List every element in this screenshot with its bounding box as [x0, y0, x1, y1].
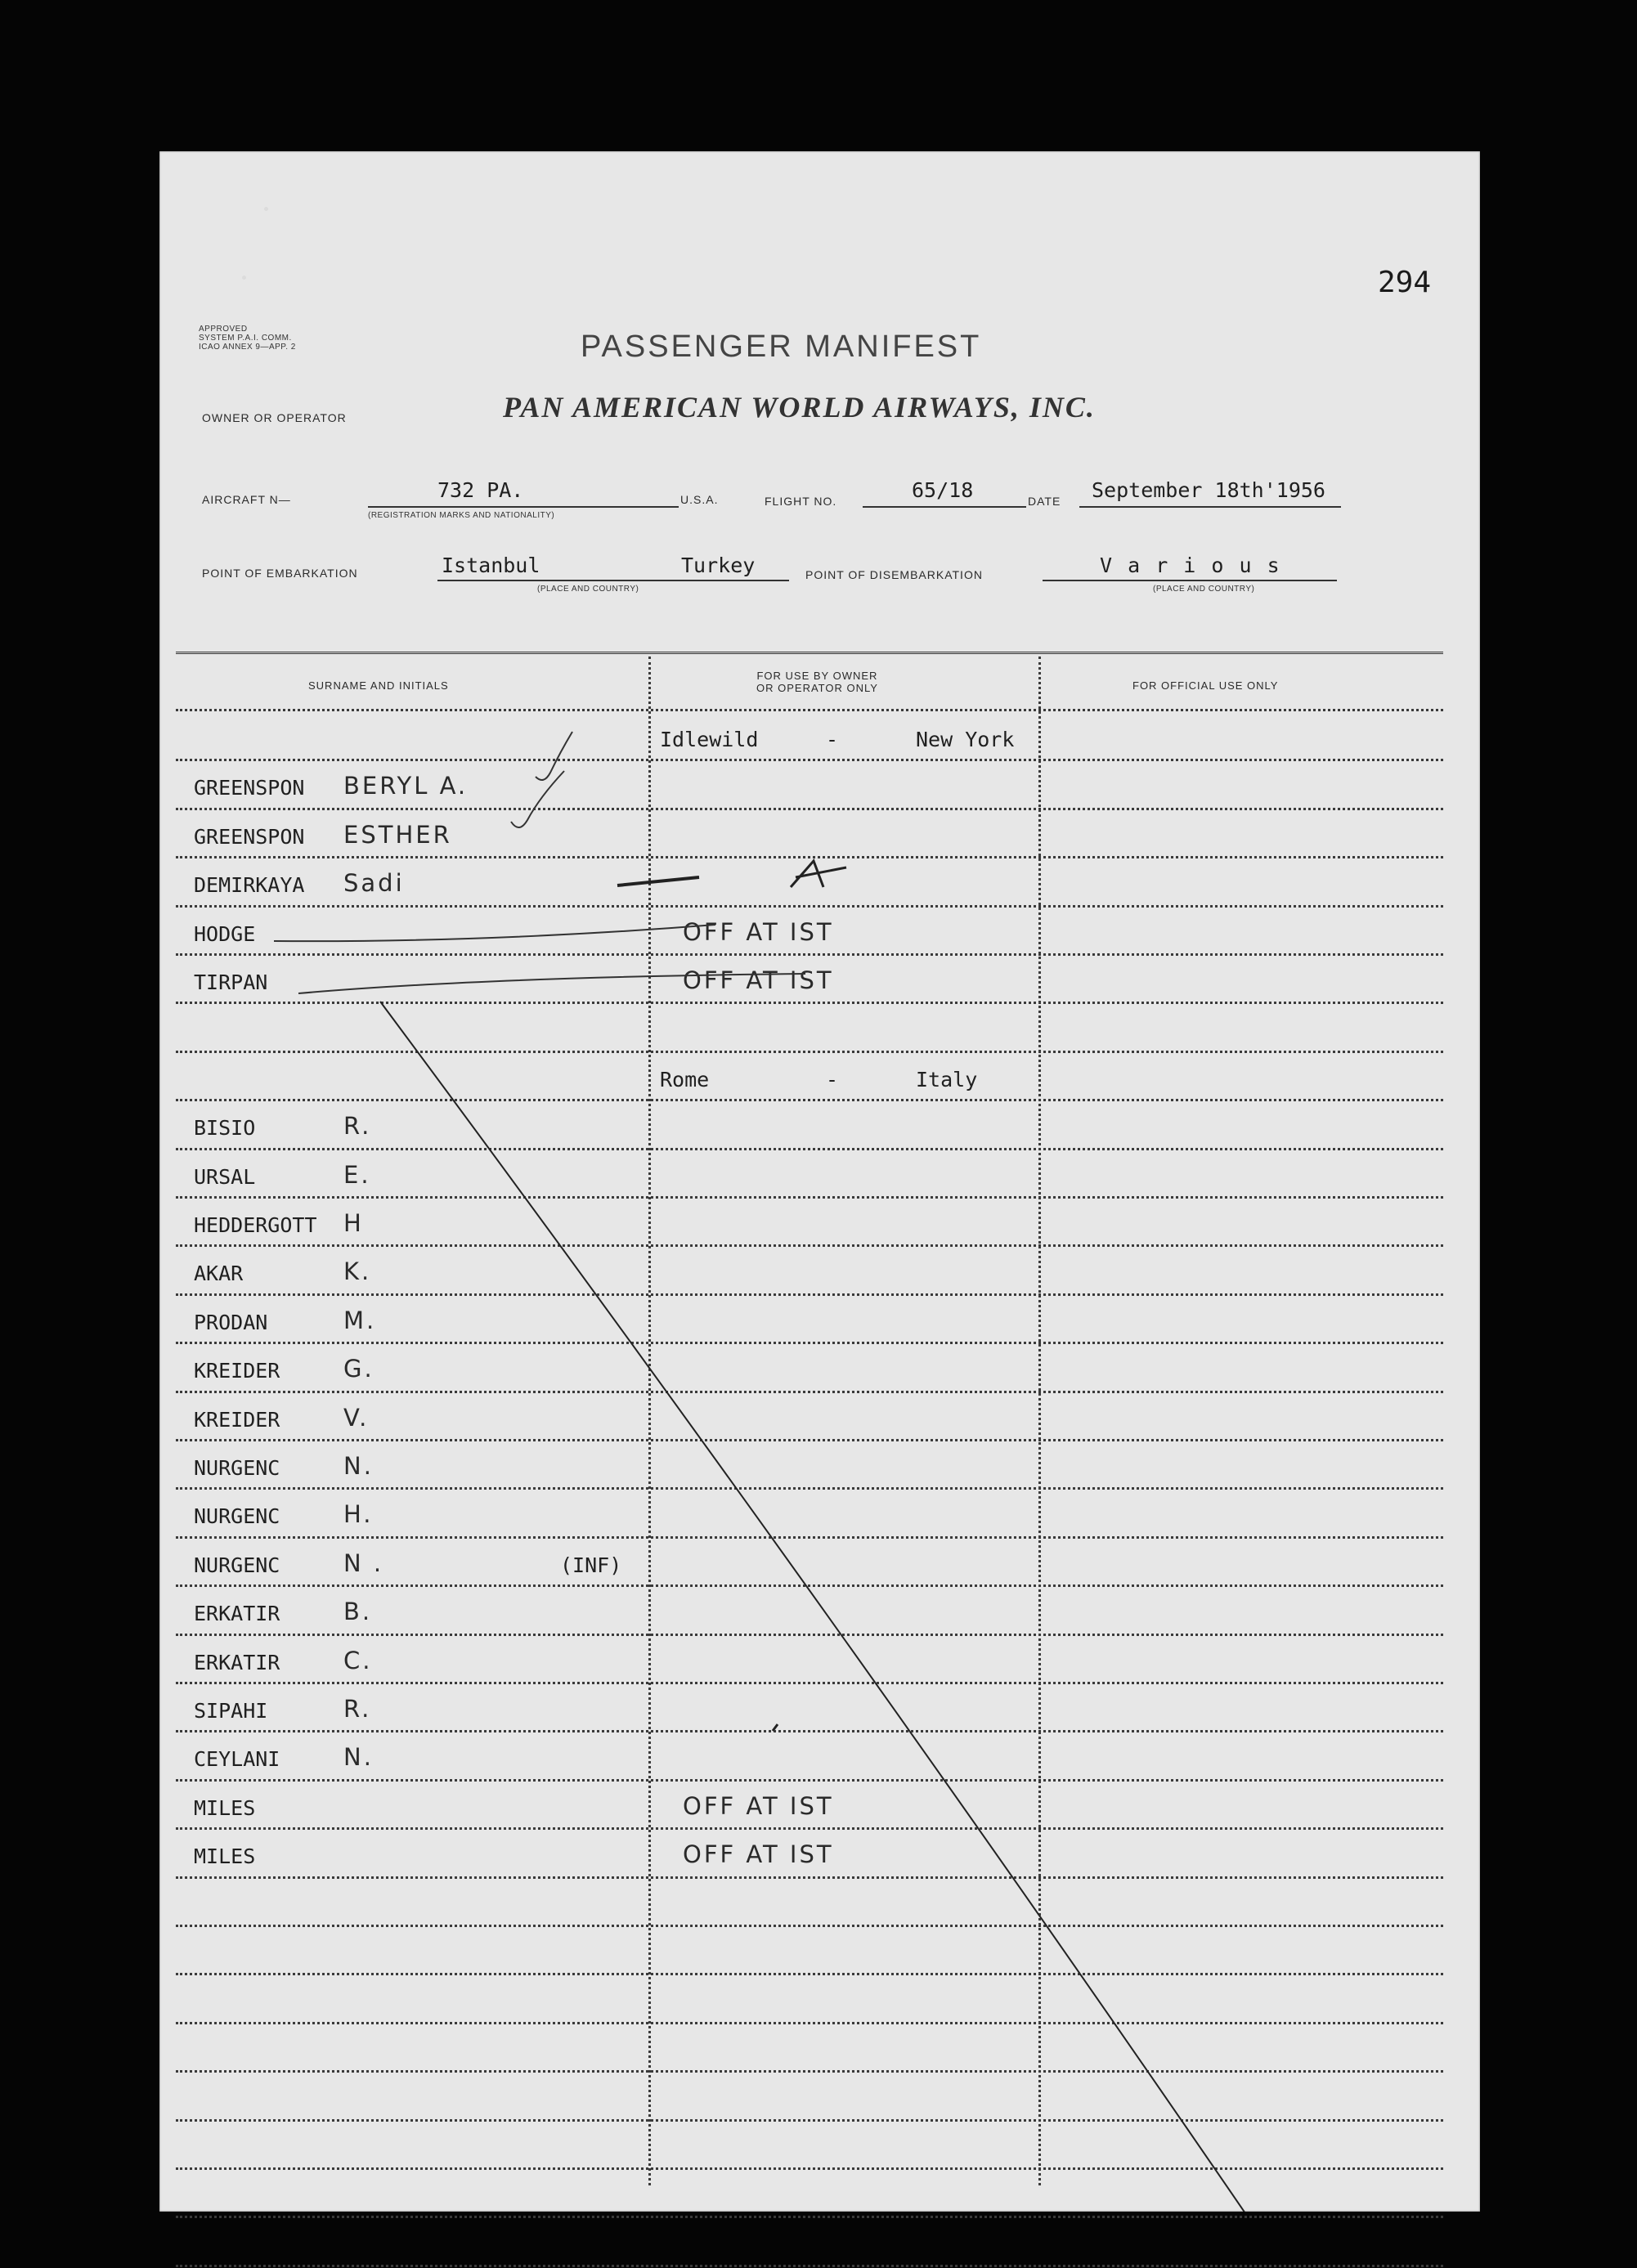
flight-number: 65/18: [912, 478, 974, 502]
flight-label: FLIGHT NO.: [765, 495, 837, 508]
row-rule: [176, 2216, 1443, 2218]
passenger-surname: MILES: [194, 1844, 256, 1869]
approval-line: ICAO ANNEX 9—APP. 2: [199, 343, 296, 352]
passenger-surname: URSAL: [194, 1164, 256, 1189]
aircraft-label: AIRCRAFT N—: [202, 493, 291, 506]
passenger-initials: E.: [343, 1160, 371, 1189]
passenger-initials: N.: [343, 1452, 374, 1480]
passenger-initials: K.: [343, 1257, 372, 1286]
initial-mark: [791, 861, 846, 887]
passenger-surname: HEDDERGOTT: [194, 1213, 317, 1237]
passenger-initials: BERYL A.: [343, 772, 469, 800]
passenger-surname: TIRPAN: [194, 970, 268, 994]
passenger-surname: ERKATIR: [194, 1650, 280, 1674]
passenger-surname: SIPAHI: [194, 1699, 268, 1723]
owner-route-destination: Italy: [916, 1067, 978, 1091]
passenger-surname: NURGENC: [194, 1553, 280, 1577]
passenger-initials: V.: [343, 1403, 370, 1432]
manifest-sheet: [159, 151, 1480, 2212]
passenger-initials: G.: [343, 1355, 374, 1383]
owner-route-dash: -: [826, 1067, 839, 1091]
owner-route-dash: -: [826, 728, 839, 751]
passenger-surname: NURGENC: [194, 1504, 280, 1529]
passenger-initials: N.: [343, 1743, 374, 1772]
passenger-surname: DEMIRKAYA: [194, 873, 305, 898]
column-header-official: FOR OFFICIAL USE ONLY: [1132, 679, 1279, 692]
embarkation-label: POINT OF EMBARKATION: [202, 567, 358, 580]
passenger-surname: AKAR: [194, 1262, 244, 1286]
passenger-initials: H.: [343, 1500, 374, 1529]
flight-date: September 18th'1956: [1092, 478, 1325, 502]
column-header-surname: SURNAME AND INITIALS: [308, 679, 449, 692]
row-rule: [176, 2265, 1443, 2267]
aircraft-sublabel: (REGISTRATION MARKS AND NATIONALITY): [368, 511, 555, 520]
passenger-surname: NURGENC: [194, 1456, 280, 1480]
handwritten-marks: [159, 151, 1480, 2212]
passenger-surname: ERKATIR: [194, 1602, 280, 1626]
checkmark-icon: [511, 771, 564, 827]
pen-mark: [773, 1724, 778, 1731]
passenger-surname: PRODAN: [194, 1310, 268, 1334]
owner-note: OFF AT IST: [683, 1840, 834, 1869]
owner-note: OFF AT IST: [683, 966, 834, 994]
passenger-surname: KREIDER: [194, 1407, 280, 1432]
approval-line: APPROVED: [199, 325, 248, 334]
embarkation-place: Istanbul: [442, 554, 540, 577]
approval-line: SYSTEM P.A.I. COMM.: [199, 334, 292, 343]
disembarkation-label: POINT OF DISEMBARKATION: [805, 568, 983, 581]
passenger-initials: Sadi: [343, 869, 405, 898]
embarkation-sublabel: (PLACE AND COUNTRY): [537, 585, 639, 594]
column-header-owner-use-line: FOR USE BY OWNER: [756, 670, 878, 682]
passenger-initials: B.: [343, 1598, 373, 1626]
passenger-initials: R.: [343, 1695, 372, 1723]
passenger-surname: KREIDER: [194, 1359, 280, 1383]
document-title: PASSENGER MANIFEST: [581, 329, 982, 364]
strike-line: [274, 925, 715, 941]
passenger-surname: HODGE: [194, 921, 256, 946]
passenger-initials: C.: [343, 1646, 373, 1674]
passenger-initials: H: [343, 1209, 364, 1237]
date-label: DATE: [1028, 495, 1061, 508]
strike-line: [298, 974, 805, 993]
passenger-initials: R.: [343, 1112, 372, 1141]
owner-note: OFF AT IST: [683, 1791, 834, 1820]
passenger-surname: GREENSPON: [194, 824, 305, 849]
passenger-surname: GREENSPON: [194, 776, 305, 800]
passenger-initials: N .: [343, 1549, 384, 1577]
passenger-initials: ESTHER: [343, 820, 452, 849]
owner-route-origin: Rome: [660, 1067, 710, 1091]
dash-mark: [617, 877, 699, 885]
disembarkation-value: V a r i o u s: [1100, 554, 1281, 577]
passenger-surname: CEYLANI: [194, 1747, 280, 1772]
passenger-initials: M.: [343, 1306, 377, 1334]
owner-route-destination: New York: [916, 728, 1015, 751]
owner-note: OFF AT IST: [683, 917, 834, 946]
speck: [264, 207, 268, 211]
aircraft-registration: 732 PA.: [437, 478, 524, 502]
owner-label: OWNER OR OPERATOR: [202, 411, 347, 424]
checkmark-icon: [536, 732, 572, 780]
embarkation-country: Turkey: [681, 554, 756, 577]
passenger-note: (INF): [560, 1553, 622, 1577]
passenger-surname: MILES: [194, 1795, 256, 1820]
passenger-surname: BISIO: [194, 1116, 256, 1141]
operator-name: PAN AMERICAN WORLD AIRWAYS, INC.: [503, 391, 1096, 424]
page-number: 294: [1378, 266, 1432, 299]
speck: [242, 276, 246, 280]
disembarkation-sublabel: (PLACE AND COUNTRY): [1153, 585, 1255, 594]
diagonal-cancel-line: [380, 1002, 1247, 2212]
owner-route-origin: Idlewild: [660, 728, 759, 751]
column-header-owner-use-line: OR OPERATOR ONLY: [756, 682, 878, 694]
aircraft-country: U.S.A.: [680, 493, 719, 506]
